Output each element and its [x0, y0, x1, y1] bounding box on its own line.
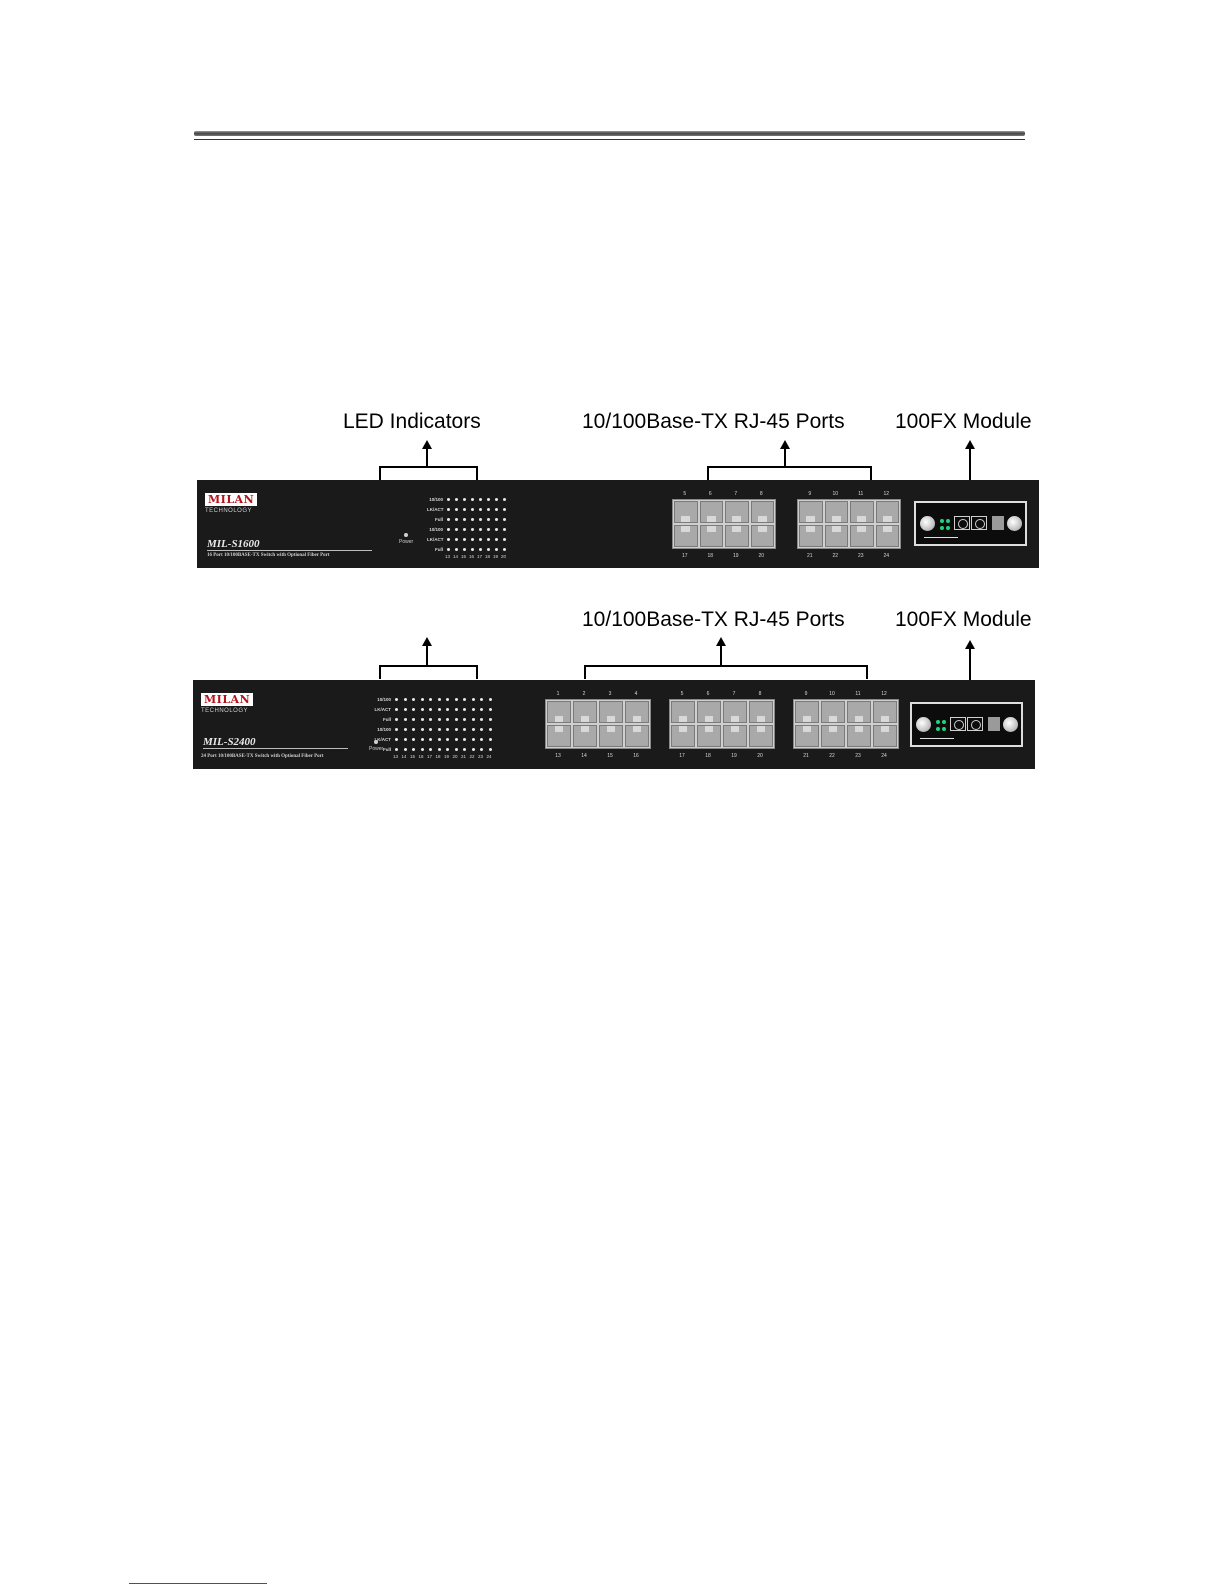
- led-icon: [479, 548, 482, 551]
- led-icon: [404, 698, 407, 701]
- rj45-port-icon: [751, 501, 775, 523]
- led-icon: [446, 698, 449, 701]
- port-number-bottom: 24: [883, 553, 890, 559]
- led-icon: [412, 738, 415, 741]
- rj45-port-icon: [573, 701, 597, 723]
- led-icon: [503, 538, 506, 541]
- rj45-port-icon: [671, 701, 695, 723]
- led-port-number: 21: [461, 754, 467, 759]
- rj45-port-icon: [795, 725, 819, 747]
- port-number-top: 8: [759, 491, 763, 497]
- bracket-ports: [707, 466, 872, 480]
- led-icon: [495, 528, 498, 531]
- led-row-label: Full: [383, 717, 391, 722]
- arrow-up-icon: [780, 440, 790, 449]
- led-icon: [455, 718, 458, 721]
- led-icon: [495, 548, 498, 551]
- rj45-port-icon: [847, 725, 871, 747]
- led-icon: [412, 728, 415, 731]
- rj45-port-icon: [697, 725, 721, 747]
- callout-led-indicators: LED Indicators: [343, 410, 481, 433]
- callout-100fx-module: 100FX Module: [895, 608, 1032, 631]
- led-icon: [421, 748, 424, 751]
- led-port-number: 19: [444, 754, 450, 759]
- rj45-port-group: [793, 699, 899, 749]
- arrow-stem-ports: [784, 446, 786, 467]
- led-icon: [421, 708, 424, 711]
- rj45-port-icon: [625, 725, 649, 747]
- led-icon: [455, 698, 458, 701]
- rj45-port-icon: [599, 725, 623, 747]
- led-icon: [471, 538, 474, 541]
- led-icon: [487, 508, 490, 511]
- port-number-top: 7: [732, 691, 736, 697]
- led-icon: [487, 528, 490, 531]
- fx-led-icon: [942, 727, 946, 731]
- port-number-bottom: 18: [705, 753, 711, 759]
- led-icon: [395, 738, 398, 741]
- model-name: MIL-S1600: [207, 538, 260, 550]
- led-icon: [503, 498, 506, 501]
- rj45-port-icon: [749, 701, 773, 723]
- rj45-port-icon: [725, 525, 749, 547]
- rj45-port-icon: [751, 525, 775, 547]
- port-number-top: 8: [758, 691, 762, 697]
- fx-led-icon: [940, 526, 944, 530]
- led-icon: [429, 718, 432, 721]
- rj45-port-icon: [847, 701, 871, 723]
- port-number-bottom: 19: [732, 553, 739, 559]
- led-port-number: 16: [469, 554, 475, 559]
- model-description: 24 Port 10/100BASE-TX Switch with Optional Fiber Port: [201, 754, 324, 759]
- led-icon: [412, 748, 415, 751]
- port-number-bottom: 21: [806, 553, 813, 559]
- port-number-top: 9: [808, 491, 812, 497]
- led-port-number: 20: [501, 554, 507, 559]
- port-number-top: 6: [708, 491, 712, 497]
- led-icon: [463, 718, 466, 721]
- led-icon: [463, 698, 466, 701]
- led-icon: [421, 738, 424, 741]
- rj45-port-icon: [795, 701, 819, 723]
- led-icon: [455, 508, 458, 511]
- arrow-up-icon: [422, 637, 432, 646]
- fx-module: [914, 501, 1027, 546]
- led-icon: [472, 698, 475, 701]
- port-number-bottom: 23: [855, 753, 861, 759]
- rj45-port-icon: [873, 725, 897, 747]
- port-number-top: 1: [556, 691, 560, 697]
- led-port-number: 19: [493, 554, 499, 559]
- led-port-number: 14: [453, 554, 459, 559]
- led-icon: [503, 508, 506, 511]
- led-icon: [455, 738, 458, 741]
- led-row-label: 10/100: [377, 697, 391, 702]
- thumbscrew-icon: [920, 516, 935, 531]
- port-number-bottom: 20: [757, 753, 763, 759]
- rj45-port-group: [669, 699, 775, 749]
- led-icon: [447, 538, 450, 541]
- rj45-port-icon: [850, 525, 874, 547]
- bracket-ports: [584, 665, 868, 679]
- rj45-port-icon: [821, 725, 845, 747]
- led-icon: [429, 698, 432, 701]
- led-icon: [404, 738, 407, 741]
- led-icon: [429, 748, 432, 751]
- fx-port-icon: [988, 717, 1000, 731]
- rj45-port-icon: [625, 701, 649, 723]
- footer-link-underline[interactable]: [129, 1583, 267, 1584]
- port-number-top: 11: [858, 491, 864, 497]
- port-number-top: 5: [680, 691, 684, 697]
- led-icon: [463, 498, 466, 501]
- led-icon: [412, 708, 415, 711]
- rj45-port-icon: [876, 525, 900, 547]
- led-icon: [495, 518, 498, 521]
- arrow-up-icon: [422, 440, 432, 449]
- rj45-port-icon: [599, 701, 623, 723]
- led-port-number: 20: [452, 754, 458, 759]
- port-number-bottom: 23: [857, 553, 864, 559]
- thumbscrew-icon: [1007, 516, 1022, 531]
- led-port-number: 16: [418, 754, 424, 759]
- model-name: MIL-S2400: [203, 736, 256, 748]
- led-icon: [472, 708, 475, 711]
- arrow-up-icon: [965, 440, 975, 449]
- led-row-label: 10/100: [429, 497, 443, 502]
- led-icon: [447, 548, 450, 551]
- led-icon: [479, 498, 482, 501]
- led-icon: [404, 748, 407, 751]
- port-number-bottom: 13: [555, 753, 561, 759]
- led-icon: [447, 518, 450, 521]
- led-icon: [429, 728, 432, 731]
- led-icon: [438, 698, 441, 701]
- led-icon: [471, 548, 474, 551]
- led-port-number: 17: [427, 754, 433, 759]
- led-icon: [429, 708, 432, 711]
- led-icon: [479, 528, 482, 531]
- rj45-port-icon: [700, 525, 724, 547]
- led-icon: [395, 698, 398, 701]
- port-number-bottom: 24: [881, 753, 887, 759]
- rj45-port-icon: [573, 725, 597, 747]
- led-icon: [447, 528, 450, 531]
- led-icon: [495, 508, 498, 511]
- led-port-number: 14: [401, 754, 407, 759]
- fx-module: [910, 702, 1023, 747]
- led-icon: [455, 528, 458, 531]
- switch-front-panel-mil-s1600: [197, 480, 1039, 568]
- led-port-number: 13: [445, 554, 451, 559]
- fx-led-icon: [940, 519, 944, 523]
- led-icon: [472, 718, 475, 721]
- port-number-bottom: 14: [581, 753, 587, 759]
- rj45-port-icon: [674, 501, 698, 523]
- rj45-port-icon: [821, 701, 845, 723]
- bracket-led: [379, 466, 478, 480]
- port-number-top: 2: [582, 691, 586, 697]
- led-icon: [421, 718, 424, 721]
- led-port-number: 17: [477, 554, 483, 559]
- rj45-port-icon: [799, 501, 823, 523]
- rj45-port-icon: [876, 501, 900, 523]
- callout-rj45-ports: 10/100Base-TX RJ-45 Ports: [582, 608, 845, 631]
- led-icon: [471, 528, 474, 531]
- port-number-bottom: 16: [633, 753, 639, 759]
- led-icon: [487, 538, 490, 541]
- fx-underline: [920, 738, 954, 739]
- led-icon: [487, 518, 490, 521]
- led-icon: [471, 508, 474, 511]
- fx-underline: [924, 537, 958, 538]
- port-number-bottom: 22: [832, 553, 839, 559]
- rj45-port-group: [545, 699, 651, 749]
- led-icon: [412, 718, 415, 721]
- led-icon: [421, 698, 424, 701]
- port-number-top: 9: [804, 691, 808, 697]
- led-icon: [446, 718, 449, 721]
- led-port-number: 13: [393, 754, 399, 759]
- led-icon: [455, 518, 458, 521]
- led-icon: [480, 698, 483, 701]
- model-description: 16 Port 10/100BASE-TX Switch with Optional Fiber Port: [207, 553, 330, 558]
- led-icon: [471, 498, 474, 501]
- led-icon: [429, 738, 432, 741]
- rj45-port-icon: [671, 725, 695, 747]
- divider: [207, 550, 372, 551]
- led-icon: [447, 498, 450, 501]
- rj45-port-icon: [873, 701, 897, 723]
- sc-connector-icon: [967, 717, 983, 731]
- led-icon: [487, 548, 490, 551]
- rj45-port-icon: [799, 525, 823, 547]
- port-number-top: 12: [883, 491, 890, 497]
- port-number-top: 7: [734, 491, 738, 497]
- port-number-bottom: 21: [803, 753, 809, 759]
- led-icon: [455, 748, 458, 751]
- led-icon: [503, 528, 506, 531]
- port-number-bottom: 17: [679, 753, 685, 759]
- led-icon: [438, 718, 441, 721]
- led-icon: [489, 738, 492, 741]
- led-icon: [446, 748, 449, 751]
- rj45-port-icon: [700, 501, 724, 523]
- led-icon: [479, 538, 482, 541]
- led-icon: [455, 708, 458, 711]
- rj45-port-icon: [723, 701, 747, 723]
- rj45-port-icon: [825, 501, 849, 523]
- led-icon: [404, 708, 407, 711]
- led-icon: [438, 748, 441, 751]
- led-icon: [412, 698, 415, 701]
- led-icon: [446, 708, 449, 711]
- thumbscrew-icon: [1003, 717, 1018, 732]
- led-icon: [463, 738, 466, 741]
- rj45-port-icon: [825, 525, 849, 547]
- fx-led-icon: [942, 720, 946, 724]
- fx-led-icon: [946, 519, 950, 523]
- port-number-top: 4: [634, 691, 638, 697]
- port-number-bottom: 20: [758, 553, 765, 559]
- fx-led-icon: [936, 727, 940, 731]
- led-icon: [404, 728, 407, 731]
- led-row-label: Full: [383, 747, 391, 752]
- led-port-number: 15: [410, 754, 416, 759]
- rj45-port-icon: [697, 701, 721, 723]
- led-icon: [489, 748, 492, 751]
- fx-led-icon: [946, 526, 950, 530]
- bracket-led: [379, 665, 478, 679]
- callout-rj45-ports: 10/100Base-TX RJ-45 Ports: [582, 410, 845, 433]
- sc-connector-icon: [971, 516, 987, 530]
- callout-100fx-module: 100FX Module: [895, 410, 1032, 433]
- led-icon: [395, 708, 398, 711]
- led-icon: [463, 748, 466, 751]
- led-icon: [480, 708, 483, 711]
- led-icon: [489, 718, 492, 721]
- led-port-number: 23: [478, 754, 484, 759]
- port-number-top: 12: [881, 691, 887, 697]
- led-port-number: 24: [486, 754, 492, 759]
- fx-port-icon: [992, 516, 1004, 530]
- fx-led-icon: [936, 720, 940, 724]
- arrow-stem-led: [426, 446, 428, 467]
- arrow-stem-led: [426, 643, 428, 666]
- led-row-label: Full: [435, 547, 443, 552]
- port-number-top: 6: [706, 691, 710, 697]
- port-number-bottom: 18: [707, 553, 714, 559]
- led-icon: [471, 518, 474, 521]
- led-icon: [395, 748, 398, 751]
- led-port-number: 15: [461, 554, 467, 559]
- port-number-top: 10: [829, 691, 835, 697]
- port-number-top: 11: [855, 691, 861, 697]
- power-indicator: Power: [399, 533, 413, 545]
- led-icon: [480, 718, 483, 721]
- rj45-port-icon: [547, 701, 571, 723]
- rj45-port-icon: [749, 725, 773, 747]
- led-icon: [438, 738, 441, 741]
- arrow-up-icon: [965, 640, 975, 649]
- led-icon: [472, 728, 475, 731]
- rj45-port-icon: [674, 525, 698, 547]
- arrow-stem-ports: [720, 643, 722, 666]
- port-number-bottom: 17: [681, 553, 688, 559]
- led-icon: [489, 708, 492, 711]
- rj45-port-icon: [723, 725, 747, 747]
- led-indicator-matrix: [369, 690, 519, 762]
- led-port-number: 18: [435, 754, 441, 759]
- led-icon: [463, 538, 466, 541]
- led-row-label: 10/100: [429, 527, 443, 532]
- port-number-bottom: 19: [731, 753, 737, 759]
- port-number-bottom: 15: [607, 753, 613, 759]
- led-icon: [495, 538, 498, 541]
- divider: [203, 748, 348, 749]
- led-icon: [455, 498, 458, 501]
- led-icon: [472, 738, 475, 741]
- led-icon: [447, 508, 450, 511]
- power-indicator: Power: [369, 740, 383, 752]
- led-indicator-matrix: [427, 490, 527, 560]
- led-icon: [489, 728, 492, 731]
- led-icon: [503, 548, 506, 551]
- rj45-port-icon: [725, 501, 749, 523]
- led-icon: [463, 708, 466, 711]
- led-icon: [463, 508, 466, 511]
- rj45-port-group: [797, 499, 901, 549]
- led-icon: [463, 518, 466, 521]
- led-port-number: 22: [469, 754, 475, 759]
- led-icon: [455, 548, 458, 551]
- port-number-top: 10: [832, 491, 839, 497]
- led-icon: [463, 548, 466, 551]
- port-number-bottom: 22: [829, 753, 835, 759]
- led-icon: [446, 738, 449, 741]
- led-icon: [455, 728, 458, 731]
- led-icon: [438, 708, 441, 711]
- led-row-label: LK/ACT: [374, 707, 391, 712]
- led-icon: [489, 698, 492, 701]
- led-icon: [495, 498, 498, 501]
- switch-front-panel-mil-s2400: [193, 680, 1035, 769]
- led-row-label: LK/ACT: [374, 737, 391, 742]
- header-rule-thin: [194, 139, 1025, 140]
- led-port-number: 18: [485, 554, 491, 559]
- led-icon: [438, 728, 441, 731]
- led-icon: [463, 728, 466, 731]
- milan-logo: MILAN TECHNOLOGY: [205, 488, 257, 514]
- sc-connector-icon: [954, 516, 970, 530]
- milan-logo: MILAN TECHNOLOGY: [201, 688, 253, 714]
- led-icon: [455, 538, 458, 541]
- sc-connector-icon: [950, 717, 966, 731]
- port-number-top: 5: [683, 491, 687, 497]
- led-icon: [472, 748, 475, 751]
- led-row-label: LK/ACT: [427, 507, 444, 512]
- rj45-port-icon: [547, 725, 571, 747]
- arrow-up-icon: [716, 637, 726, 646]
- led-icon: [395, 728, 398, 731]
- port-number-top: 3: [608, 691, 612, 697]
- led-icon: [395, 718, 398, 721]
- led-row-label: Full: [435, 517, 443, 522]
- led-icon: [463, 528, 466, 531]
- power-led-icon: [404, 533, 408, 537]
- led-icon: [479, 508, 482, 511]
- led-icon: [503, 518, 506, 521]
- led-icon: [446, 728, 449, 731]
- led-icon: [480, 748, 483, 751]
- header-rule: [194, 131, 1025, 136]
- led-icon: [404, 718, 407, 721]
- led-row-label: LK/ACT: [427, 537, 444, 542]
- led-row-label: 10/100: [377, 727, 391, 732]
- led-icon: [480, 738, 483, 741]
- led-icon: [479, 518, 482, 521]
- rj45-port-group: [672, 499, 776, 549]
- led-icon: [480, 728, 483, 731]
- led-icon: [487, 498, 490, 501]
- thumbscrew-icon: [916, 717, 931, 732]
- rj45-port-icon: [850, 501, 874, 523]
- led-icon: [421, 728, 424, 731]
